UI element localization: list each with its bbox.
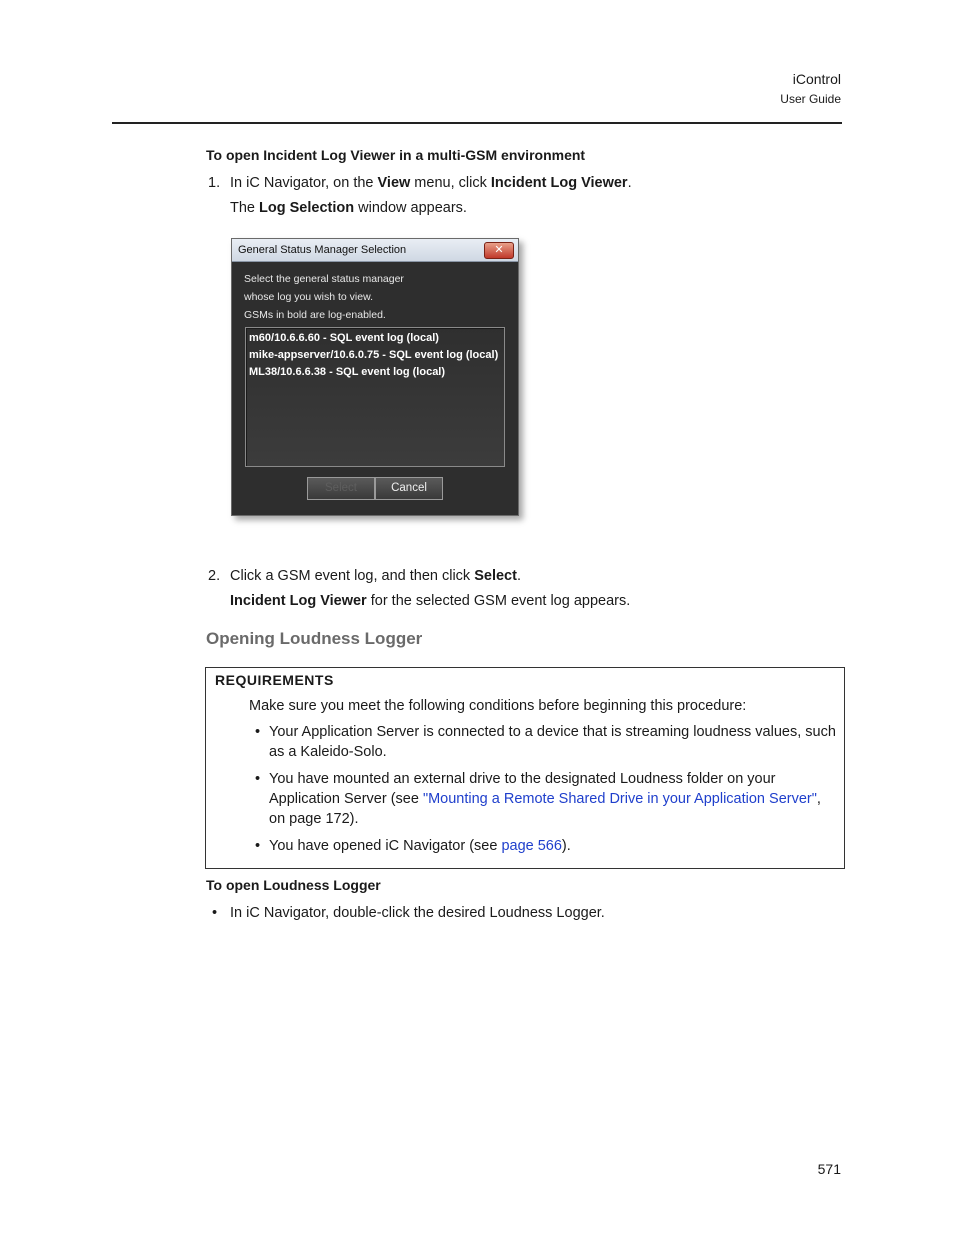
mount-drive-link[interactable]: "Mounting a Remote Shared Drive in your Application Server": [422, 791, 817, 807]
dialog-message-line: Select the general status manager: [244, 273, 404, 285]
dialog-titlebar: [232, 239, 518, 262]
requirements-title: REQUIREMENTS: [215, 672, 334, 688]
header-rule: [112, 122, 842, 124]
gsm-list-item[interactable]: m60/10.6.6.60 - SQL event log (local): [249, 332, 439, 344]
bullet-icon: •: [255, 771, 261, 787]
page-number: 571: [817, 1161, 841, 1177]
step-2: 2. Click a GSM event log, and then click Select.: [208, 568, 521, 584]
bullet-icon: •: [212, 905, 218, 921]
step-1-result: The Log Selection window appears.: [230, 200, 467, 216]
bullet-icon: •: [255, 838, 261, 854]
section-heading: Opening Loudness Logger: [206, 629, 423, 648]
requirement-item: • You have mounted an external drive to the designated Loudness folder on your Application Server (see "Mounting a Remote Shared Drive in your Application Server", on page 172).: [255, 771, 821, 827]
dialog-title: General Status Manager Selection: [238, 244, 407, 256]
close-icon[interactable]: ✕: [484, 242, 514, 259]
step-number: 1.: [208, 175, 221, 191]
header-product-title: iControl: [792, 71, 841, 87]
gsm-list-item[interactable]: mike-appserver/10.6.0.75 - SQL event log (local): [249, 349, 499, 361]
bullet-icon: •: [255, 724, 261, 740]
page-566-link[interactable]: page 566: [501, 838, 562, 854]
requirements-box: [205, 667, 845, 869]
gsm-selection-dialog: [231, 238, 519, 516]
step-1: 1. In iC Navigator, on the View menu, click Incident Log Viewer.: [208, 175, 632, 191]
menu-item-name: Incident Log Viewer: [490, 175, 628, 191]
requirements-intro: Make sure you meet the following conditions before beginning this procedure:: [249, 698, 747, 714]
step-2-result: Incident Log Viewer for the selected GSM event log appears.: [230, 593, 631, 609]
dialog-message-line: GSMs in bold are log-enabled.: [244, 309, 386, 321]
requirement-item: • You have opened iC Navigator (see page 566).: [255, 838, 571, 854]
gsm-list-item[interactable]: ML38/10.6.6.38 - SQL event log (local): [249, 366, 446, 378]
dialog-message-line: whose log you wish to view.: [244, 291, 373, 303]
menu-name: View: [377, 175, 411, 191]
gsm-list[interactable]: [245, 327, 505, 467]
requirement-item: • Your Application Server is connected to a device that is streaming loudness values, such as a Kaleido-Solo.: [255, 724, 836, 760]
procedure-bullet: • In iC Navigator, double-click the desired Loudness Logger.: [212, 905, 605, 921]
procedure-title-loudness-logger: To open Loudness Logger: [206, 877, 381, 893]
procedure-title-incident-log: To open Incident Log Viewer in a multi-GSM environment: [206, 147, 586, 163]
cancel-button[interactable]: Cancel: [375, 477, 443, 500]
select-button[interactable]: Select: [307, 477, 375, 500]
step-number: 2.: [208, 568, 221, 584]
header-document-title: User Guide: [780, 92, 841, 106]
